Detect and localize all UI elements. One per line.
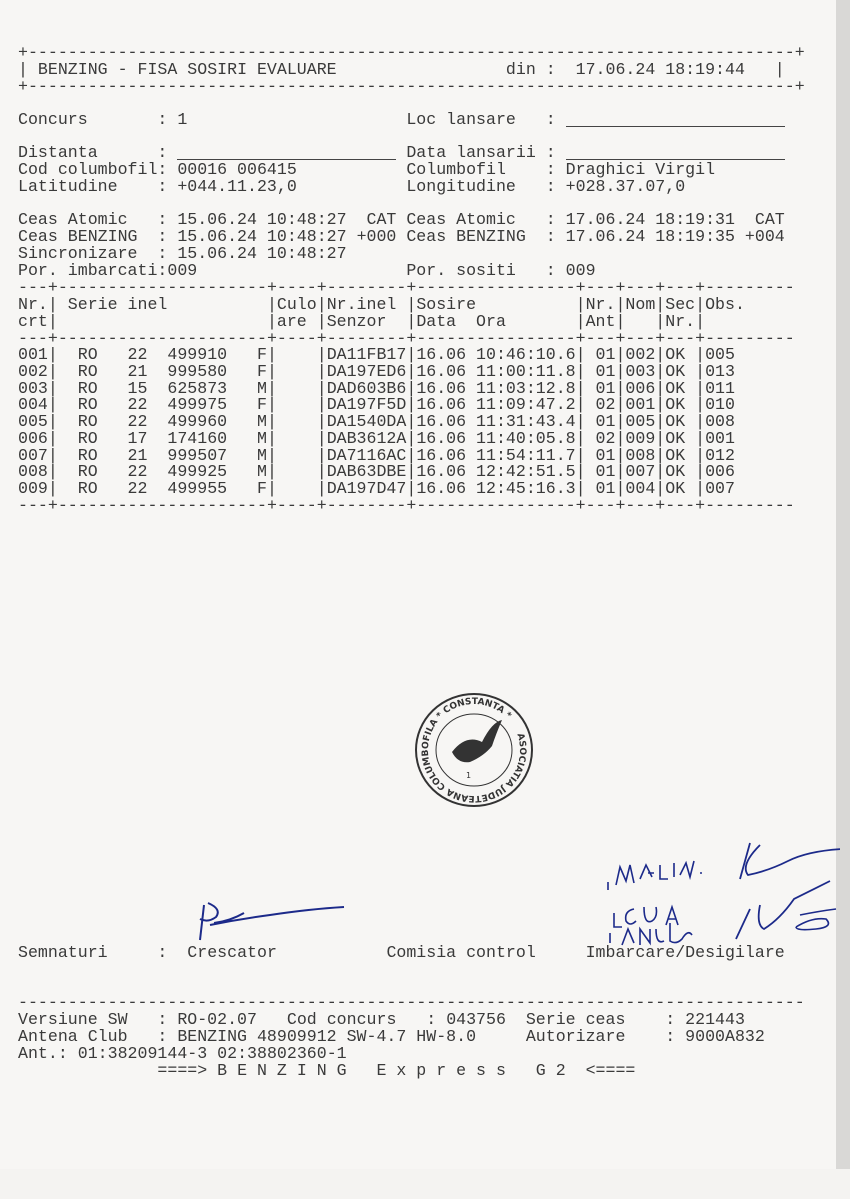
cell-divider: | [615, 378, 626, 398]
cell-nom: 001 [625, 395, 656, 415]
cell-obs: 012 [705, 445, 735, 465]
antena-label: Antena Club [18, 1027, 128, 1046]
cell-an: 15 [127, 378, 148, 398]
cell-an: 17 [127, 428, 148, 448]
col-sec-nr: Nr. [665, 312, 696, 331]
col-senzor: Senzor [326, 312, 387, 331]
cell-senzor: DA11FB17 [326, 345, 407, 364]
cell-divider: | [615, 445, 626, 465]
cell-ant: 02 [595, 395, 616, 415]
cell-sec: OK [665, 479, 686, 498]
cell-divider: | [316, 479, 327, 498]
right-benzing-label: Ceas BENZING [406, 227, 526, 246]
cell-nr: 007 [18, 445, 48, 465]
cell-nr: 005 [18, 412, 48, 431]
cell-nr: 004 [18, 395, 48, 415]
cell-divider: | [695, 395, 706, 415]
cell-divider: | [406, 462, 417, 482]
cell-nr: 009 [18, 479, 48, 498]
cell-ant: 01 [595, 412, 616, 431]
distanta-line: Distanta : Data lansarii : [18, 144, 798, 161]
cell-divider: | [406, 428, 417, 448]
cell-sex: F [256, 479, 267, 498]
sositi-label: Por. sositi [406, 261, 516, 280]
cell-nom: 005 [625, 412, 656, 431]
sync-line: Sincronizare : 15.06.24 10:48:27 [18, 244, 347, 263]
cell-divider: | [575, 412, 586, 431]
cell-inel: 499960 [167, 412, 228, 431]
cell-data: 16.06 [416, 428, 467, 448]
cell-ora: 12:45:16.3 [476, 479, 576, 498]
cell-ora: 12:42:51.5 [476, 462, 576, 482]
cell-inel: 625873 [167, 378, 228, 398]
left-atomic-value: 15.06.24 10:48:27 [177, 210, 347, 229]
cell-ant: 01 [595, 479, 616, 498]
left-atomic-tz: CAT [366, 210, 397, 229]
longitudine-label: Longitudine [406, 177, 516, 196]
cell-divider: | [47, 345, 58, 364]
atomic-line: Ceas Atomic : 15.06.24 10:48:27 CAT Ceas Atomic : 17.06.24 18:19:31 CAT [18, 210, 785, 229]
cell-an: 22 [127, 395, 148, 415]
cell-divider: | [266, 479, 277, 498]
cell-divider: | [316, 378, 327, 398]
cell-divider: | [47, 428, 58, 448]
crescator-label: Crescator [187, 943, 277, 962]
cell-divider: | [406, 361, 417, 381]
cell-divider: | [695, 462, 706, 482]
table-row [18, 447, 798, 464]
cell-data: 16.06 [416, 361, 467, 381]
cell-sex: M [256, 445, 267, 465]
cell-senzor: DAD603B6 [326, 378, 407, 398]
cell-an: 22 [127, 412, 148, 431]
cell-divider: | [695, 412, 706, 431]
table-header-row-2: crt | | are | Senzor | Data Ora | Ant | | Nr. | [18, 312, 706, 331]
cell-divider: | [575, 462, 586, 482]
cell-inel: 499910 [167, 345, 228, 364]
cell-divider: | [695, 378, 706, 398]
cell-nr: 002 [18, 361, 48, 381]
coord-line: Latitudine : +044.11.23,0 Longitudine : +028.37.07,0 [18, 177, 686, 196]
cell-ora: 11:31:43.4 [476, 412, 576, 431]
versiune-label: Versiune SW [18, 1010, 128, 1029]
crescator-signature [190, 895, 350, 945]
cell-obs: 008 [705, 412, 735, 431]
col-serie-inel: Serie inel [67, 295, 168, 314]
cell-divider: | [316, 395, 327, 415]
cell-divider: | [575, 428, 586, 448]
cell-divider: | [316, 361, 327, 381]
ant-value: Ant.: 01:38209144-3 02:38802360-1 [18, 1044, 347, 1063]
versiune-value: RO-02.07 [177, 1010, 257, 1029]
col-crt: crt [18, 312, 48, 331]
cell-data: 16.06 [416, 479, 467, 498]
cell-sex: M [256, 462, 267, 482]
cell-divider: | [695, 428, 706, 448]
table-row [18, 380, 798, 397]
cell-divider: | [695, 361, 706, 381]
cell-ant: 01 [595, 361, 616, 381]
table-row [18, 463, 798, 480]
cod-columbofil-value: 00016 006415 [177, 160, 297, 179]
signatures-line: Semnaturi : Crescator Comisia control Imbarcare/Desigilare [18, 943, 785, 962]
right-atomic-tz: CAT [754, 210, 785, 229]
cell-obs: 007 [705, 479, 735, 498]
cell-sec: OK [665, 395, 686, 415]
cell-divider: | [406, 395, 417, 415]
table-border-bottom: ---+---------------------+----+--------+----------------+---+---+---+--------- [18, 496, 795, 515]
cell-divider: | [316, 412, 327, 431]
cell-nr: 008 [18, 462, 48, 482]
cell-data: 16.06 [416, 462, 467, 482]
cell-divider: | [655, 395, 666, 415]
col-sosire: Sosire [416, 295, 477, 314]
cell-obs: 006 [705, 462, 735, 482]
table-header-row-1: Nr. | Serie inel | Culo | Nr.inel | Sosire | Nr. | Nom | Sec | Obs. [18, 295, 745, 314]
cell-obs: 005 [705, 345, 735, 364]
cell-divider: | [615, 462, 626, 482]
cell-senzor: DA1540DA [326, 412, 407, 431]
cell-sec: OK [665, 361, 686, 381]
semnaturi-label: Semnaturi [18, 943, 108, 962]
cell-divider: | [695, 345, 706, 364]
cell-data: 16.06 [416, 345, 467, 364]
cell-tara: RO [77, 428, 98, 448]
cell-divider: | [695, 479, 706, 498]
antena-line: Antena Club : BENZING 48909912 SW-4.7 HW-8.0 Autorizare : 9000A832 [18, 1027, 765, 1046]
cell-sec: OK [665, 378, 686, 398]
serie-ceas-label: Serie ceas [525, 1010, 626, 1029]
col-culoare-2: are [276, 312, 307, 331]
cell-sec: OK [665, 345, 686, 364]
data-lansarii-label: Data lansarii [406, 143, 536, 162]
cell-inel: 499975 [167, 395, 228, 415]
col-nr-ant: Nr. [585, 295, 616, 314]
cell-divider: | [575, 361, 586, 381]
cell-divider: | [47, 412, 58, 431]
sincronizare-value: 15.06.24 10:48:27 [177, 244, 347, 263]
cell-an: 21 [127, 445, 148, 465]
cell-nom: 007 [625, 462, 656, 482]
cell-ora: 11:54:11.7 [476, 445, 576, 465]
scan-edge [836, 0, 850, 1169]
col-sec: Sec [665, 295, 696, 314]
serie-ceas-value: 221443 [685, 1010, 745, 1029]
cell-divider: | [266, 378, 277, 398]
cell-ant: 01 [595, 378, 616, 398]
cell-inel: 999580 [167, 361, 228, 381]
cell-divider: | [655, 462, 666, 482]
cell-divider: | [655, 445, 666, 465]
cell-divider: | [615, 395, 626, 415]
table-border-top: ---+---------------------+----+--------+----------------+---+---+---+--------- [18, 278, 795, 297]
cell-obs: 011 [705, 378, 735, 398]
cell-tara: RO [77, 345, 98, 364]
cell-tara: RO [77, 361, 98, 381]
cell-divider: | [266, 445, 277, 465]
col-nr: Nr. [18, 295, 48, 314]
footer-divider: ------------------------------------------------------------------------------- [18, 993, 805, 1012]
concurs-value: 1 [177, 110, 188, 129]
cell-tara: RO [77, 479, 98, 498]
cell-nr: 006 [18, 428, 48, 448]
cell-divider: | [655, 345, 666, 364]
cell-divider: | [406, 345, 417, 364]
header-title-line: | BENZING - FISA SOSIRI EVALUARE din : 17.06.24 18:19:44 | [18, 60, 785, 79]
cell-an: 22 [127, 479, 148, 498]
latitudine-value: +044.11.23,0 [177, 177, 297, 196]
cell-ora: 11:03:12.8 [476, 378, 576, 398]
imbarcare-label: Imbarcare/Desigilare [585, 943, 785, 962]
cell-divider: | [316, 445, 327, 465]
autorizare-label: Autorizare [525, 1027, 626, 1046]
cell-divider: | [266, 361, 277, 381]
cell-divider: | [615, 428, 626, 448]
cell-divider: | [47, 361, 58, 381]
cell-sec: OK [665, 412, 686, 431]
left-atomic-label: Ceas Atomic [18, 210, 128, 229]
loc-lansare-blank [566, 126, 785, 127]
cell-nom: 003 [625, 361, 656, 381]
pigeon-icon [452, 720, 502, 762]
cell-sec: OK [665, 428, 686, 448]
left-benzing-offset: +000 [356, 227, 397, 246]
cell-divider: | [266, 428, 277, 448]
right-benzing-offset: +004 [744, 227, 785, 246]
cell-nom: 009 [625, 428, 656, 448]
right-atomic-value: 17.06.24 18:19:31 [565, 210, 735, 229]
cell-divider: | [266, 395, 277, 415]
left-benzing-value: 15.06.24 10:48:27 [177, 227, 347, 246]
cell-divider: | [47, 479, 58, 498]
cell-divider: | [575, 378, 586, 398]
cod-columbofil-label: Cod columbofil [18, 160, 158, 179]
cell-inel: 499925 [167, 462, 228, 482]
cod-concurs-value: 043756 [446, 1010, 506, 1029]
table-row [18, 430, 798, 447]
cell-sex: M [256, 428, 267, 448]
cell-divider: | [47, 395, 58, 415]
cell-inel: 499955 [167, 479, 228, 498]
columbofil-label: Columbofil [406, 160, 506, 179]
cell-divider: | [316, 462, 327, 482]
cell-sex: F [256, 361, 267, 381]
cell-divider: | [406, 378, 417, 398]
cell-ant: 01 [595, 445, 616, 465]
header-border-bottom: +-----------------------------------------------------------------------------+ [18, 77, 805, 96]
cell-tara: RO [77, 395, 98, 415]
cell-divider: | [406, 412, 417, 431]
cell-nr: 003 [18, 378, 48, 398]
cell-obs: 013 [705, 361, 735, 381]
latitudine-label: Latitudine [18, 177, 118, 196]
cell-divider: | [655, 378, 666, 398]
right-atomic-label: Ceas Atomic [406, 210, 516, 229]
right-benzing-value: 17.06.24 18:19:35 [565, 227, 735, 246]
autorizare-value: 9000A832 [685, 1027, 765, 1046]
cell-divider: | [406, 479, 417, 498]
col-nr-inel: Nr.inel [326, 295, 397, 314]
benzing-line: Ceas BENZING : 15.06.24 10:48:27 +000 Ceas BENZING : 17.06.24 18:19:35 +004 [18, 227, 785, 246]
cell-ant: 01 [595, 462, 616, 482]
cell-divider: | [47, 462, 58, 482]
cell-nr: 001 [18, 345, 48, 364]
cell-divider: | [695, 445, 706, 465]
cell-divider: | [47, 445, 58, 465]
cell-divider: | [615, 412, 626, 431]
cell-divider: | [266, 345, 277, 364]
cell-divider: | [655, 428, 666, 448]
antena-value: BENZING 48909912 SW-4.7 HW-8.0 [177, 1027, 477, 1046]
cell-divider: | [615, 345, 626, 364]
col-ant: Ant [585, 312, 616, 331]
cell-divider: | [47, 378, 58, 398]
count-line: Por. imbarcati : 009 Por. sositi : 009 [18, 261, 596, 280]
sincronizare-label: Sincronizare [18, 244, 138, 263]
cell-sex: F [256, 395, 267, 415]
left-benzing-label: Ceas BENZING [18, 227, 138, 246]
cell-sex: F [256, 345, 267, 364]
date-label: din : [505, 60, 556, 79]
cell-divider: | [615, 479, 626, 498]
cell-tara: RO [77, 462, 98, 482]
cell-obs: 010 [705, 395, 735, 415]
concurs-line: Concurs : 1 Loc lansare : [18, 111, 798, 128]
ant-line [18, 1045, 798, 1062]
banner-line [18, 1062, 798, 1079]
columbofil-value: Draghici Virgil [565, 160, 716, 179]
imbarcati-value: 009 [167, 261, 198, 280]
svg-text:ASOCIATIA JUDETEANA COLUMBOFIL: ASOCIATIA JUDETEANA COLUMBOFILA * CONSTANTA * [420, 696, 528, 804]
commission-signatures [600, 835, 840, 950]
cell-divider: | [615, 361, 626, 381]
cell-an: 22 [127, 345, 148, 364]
cell-nom: 004 [625, 479, 656, 498]
cell-tara: RO [77, 378, 98, 398]
col-data-ora: Data Ora [416, 312, 506, 331]
club-stamp [412, 690, 536, 810]
cell-nom: 002 [625, 345, 656, 364]
col-nom: Nom [625, 295, 656, 314]
cell-senzor: DAB63DBE [326, 462, 407, 482]
table-row [18, 396, 798, 413]
cell-an: 21 [127, 361, 148, 381]
cell-sex: M [256, 378, 267, 398]
cell-ora: 11:09:47.2 [476, 395, 576, 415]
longitudine-value: +028.37.07,0 [565, 177, 686, 196]
cell-divider: | [575, 479, 586, 498]
table-row [18, 346, 798, 363]
cell-divider: | [575, 345, 586, 364]
cell-senzor: DA7116AC [326, 445, 407, 465]
cell-obs: 001 [705, 428, 735, 448]
cell-divider: | [655, 479, 666, 498]
cell-inel: 999507 [167, 445, 228, 465]
loc-lansare-label: Loc lansare [406, 110, 516, 129]
cell-sec: OK [665, 462, 686, 482]
cell-nom: 006 [625, 378, 656, 398]
sositi-value: 009 [565, 261, 596, 280]
cell-data: 16.06 [416, 445, 467, 465]
cell-senzor: DA197ED6 [326, 361, 407, 381]
cell-divider: | [266, 412, 277, 431]
cell-ora: 11:00:11.8 [476, 361, 576, 381]
cell-divider: | [316, 428, 327, 448]
table-row [18, 363, 798, 380]
cell-data: 16.06 [416, 395, 467, 415]
cell-divider: | [655, 412, 666, 431]
cell-an: 22 [127, 462, 148, 482]
table-row [18, 480, 798, 497]
cell-inel: 174160 [167, 428, 228, 448]
header-border-top: +-----------------------------------------------------------------------------+ [18, 43, 805, 62]
benzing-express-banner: ====> B E N Z I N G E x p r e s s G 2 <==== [157, 1061, 636, 1080]
comisia-label: Comisia control [386, 943, 536, 962]
cell-ora: 11:40:05.8 [476, 428, 576, 448]
cell-sex: M [256, 412, 267, 431]
cell-divider: | [406, 445, 417, 465]
cell-senzor: DA197F5D [326, 395, 407, 415]
imbarcati-label: Por. imbarcati [18, 261, 158, 280]
cell-divider: | [316, 345, 327, 364]
table-row [18, 413, 798, 430]
cell-data: 16.06 [416, 378, 467, 398]
concurs-label: Concurs [18, 110, 88, 129]
cod-concurs-label: Cod concurs [286, 1010, 397, 1029]
cell-ant: 02 [595, 428, 616, 448]
cell-senzor: DAB3612A [326, 428, 407, 448]
cell-senzor: DA197D47 [326, 479, 407, 498]
col-obs: Obs. [705, 295, 745, 314]
versiune-line: Versiune SW : RO-02.07 Cod concurs : 043756 Serie ceas : 221443 [18, 1010, 745, 1029]
table-border-header: ---+---------------------+----+--------+----------------+---+---+---+--------- [18, 329, 795, 348]
cell-divider: | [575, 445, 586, 465]
col-culoare: Culo [276, 295, 317, 314]
report-date: 17.06.24 18:19:44 [575, 60, 745, 79]
cod-line: Cod columbofil : 00016 006415 Columbofil : Draghici Virgil [18, 160, 716, 179]
cell-nom: 008 [625, 445, 656, 465]
svg-text:1: 1 [466, 771, 472, 780]
cell-ant: 01 [595, 345, 616, 364]
cell-ora: 10:46:10.6 [476, 345, 576, 364]
cell-tara: RO [77, 412, 98, 431]
cell-divider: | [266, 462, 277, 482]
cell-tara: RO [77, 445, 98, 465]
cell-divider: | [575, 395, 586, 415]
distanta-label: Distanta [18, 143, 98, 162]
cell-data: 16.06 [416, 412, 467, 431]
report-title: BENZING - FISA SOSIRI EVALUARE [37, 60, 337, 79]
cell-sec: OK [665, 445, 686, 465]
cell-divider: | [655, 361, 666, 381]
